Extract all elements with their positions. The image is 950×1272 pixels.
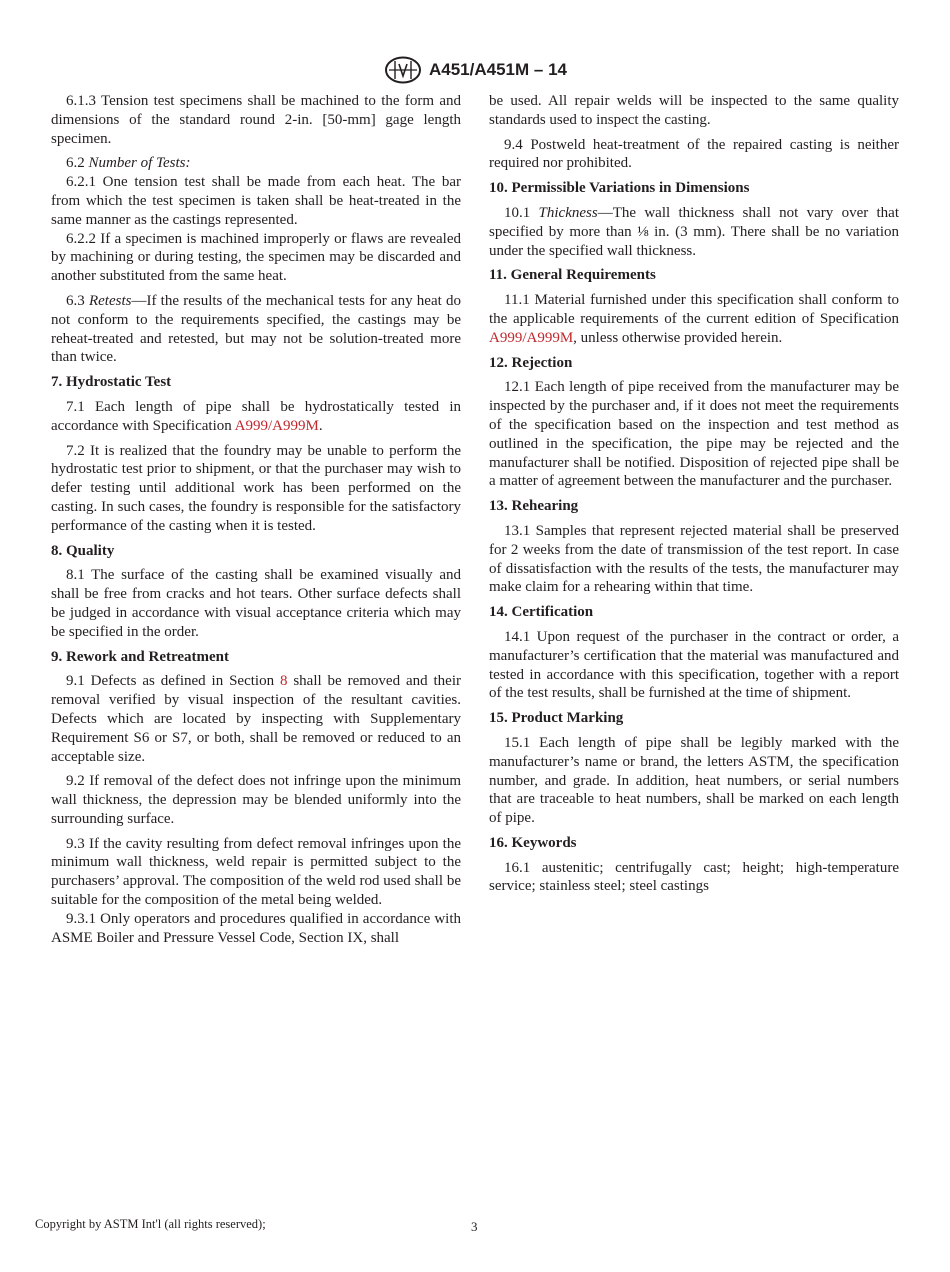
section-9-2: 9.2 If removal of the defect does not infringe upon the minimum wall thickness, the depression may be blended uniformly into the surrounding surface. [51,773,461,827]
link-a999[interactable]: A999/A999M [234,417,319,434]
section-9-1: 9.1 Defects as defined in Section 8 shall be removed and their removal verified by visual inspection of the resultant cavities. Defects which are located by inspecting with Supplementary Requirement S6 or S7, or both, shall be removed or reduced to an acceptable size. [51,673,461,765]
link-section-8[interactable]: 8 [279,673,288,690]
section-14-1: 14.1 Upon request of the purchaser in the contract or order, a manufacturer’s certification that the material was manufactured and tested in accordance with this specification, together with a report of the test results, shall be furnished at the time of shipment. [489,628,899,702]
copyright-notice: Copyright by ASTM Int'l (all rights reserved); [35,1217,266,1231]
section-9-4: 9.4 Postweld heat-treatment of the repaired casting is neither required nor prohibited. [489,136,899,172]
section-15-1: 15.1 Each length of pipe shall be legibly marked with the manufacturer’s name or brand, the letters ASTM, the specification number, and grade. In addition, heat numbers, or serial numbers that are traceable to heat numbers, shall be marked on each length of pipe. [489,734,899,827]
section-9-3-1: 9.3.1 Only operators and procedures qualified in accordance with ASME Boiler and Pressure Vessel Code, Section IX, shall [51,910,461,946]
heading-product-marking: 15. Product Marking [489,710,624,727]
section-6-2: 6.2 Number of Tests: [66,155,191,172]
page-number: 3 [471,1219,478,1234]
section-10-1: 10.1 Thickness—The wall thickness shall not vary over that specified by more than ⅛ in. (3 mm). There shall be no variation under the specified wall thickness. [489,204,899,259]
section-9-3-1-continued: be used. All repair welds will be inspected to the same quality standards used to inspect the casting. [489,93,899,128]
section-6-1-3: 6.1.3 Tension test specimens shall be machined to the form and dimensions of the standard round 2-in. [50-mm] gage length specimen. [51,93,461,147]
section-11-1: 11.1 Material furnished under this specification shall conform to the applicable requirements of the current edition of Specification A999/A999M, unless otherwise provided herein. [489,292,899,346]
heading-rehearing: 13. Rehearing [489,498,579,515]
link-a999[interactable]: A999/A999M [489,329,574,346]
section-6-2-2: 6.2.2 If a specimen is machined improperly or flaws are revealed by machining or during testing, the specimen may be discarded and another substituted from the same heat. [51,230,461,285]
heading-quality: 8. Quality [51,542,115,559]
left-column [51,92,461,953]
heading-general-requirements: 11. General Requirements [489,267,656,284]
section-13-1: 13.1 Samples that represent rejected material shall be preserved for 2 weeks from the date of transmission of the test report. In case of dissatisfaction with the results of the tests, the manufacturer may make claim for a rehearing within that time. [489,522,899,596]
astm-logo [383,56,423,84]
page-header [0,56,950,84]
section-7-1: 7.1 Each length of pipe shall be hydrostatically tested in accordance with Specification A999/A999M. [51,398,461,434]
heading-hydrostatic-test: 7. Hydrostatic Test [51,374,172,391]
section-16-1: 16.1 austenitic; centrifugally cast; height; high-temperature service; stainless steel; steel castings [489,859,899,895]
heading-certification: 14. Certification [489,604,594,621]
section-7-2: 7.2 It is realized that the foundry may be unable to perform the hydrostatic test prior to shipment, or that the purchaser may wish to defer testing until additional work has been performed on the casting. In such cases, the foundry is responsible for the satisfactory performance of the casting when it is tested. [51,442,461,534]
heading-permissible-variations: 10. Permissible Variations in Dimensions [489,180,750,197]
heading-keywords: 16. Keywords [489,834,577,851]
section-8-1: 8.1 The surface of the casting shall be examined visually and shall be free from cracks and hot tears. Other surface defects shall be judged in accordance with visual acceptance criteria which may be specified in the order. [51,567,461,640]
section-6-3: 6.3 Retests—If the results of the mechanical tests for any heat do not conform to the requirements specified, the castings may be reheat-treated and retested, but may not be solution-treated more than twice. [51,292,462,366]
section-12-1: 12.1 Each length of pipe received from the manufacturer may be inspected by the purchaser and, if it does not meet the requirements of the specification based on the inspection and test method as outlined in the specification, the pipe may be rejected and the manufacturer shall be notified. Disposition of rejected pipe shall be a matter of agreement between the manufacturer and the purchaser. [489,379,899,490]
heading-rework: 9. Rework and Retreatment [51,648,230,665]
document-designation: A451/A451M – 14 [429,60,567,79]
section-6-2-1: 6.2.1 One tension test shall be made from each heat. The bar from which the test specimen is taken shall be heat-treated in the same manner as the castings represented. [51,174,461,228]
section-9-3: 9.3 If the cavity resulting from defect removal infringes upon the minimum wall thickness, weld repair is permitted subject to the purchasers’ approval. The composition of the weld rod used shall be suitable for the composition of the metal being welded. [51,835,461,909]
right-column [489,92,899,902]
heading-rejection: 12. Rejection [489,354,573,371]
